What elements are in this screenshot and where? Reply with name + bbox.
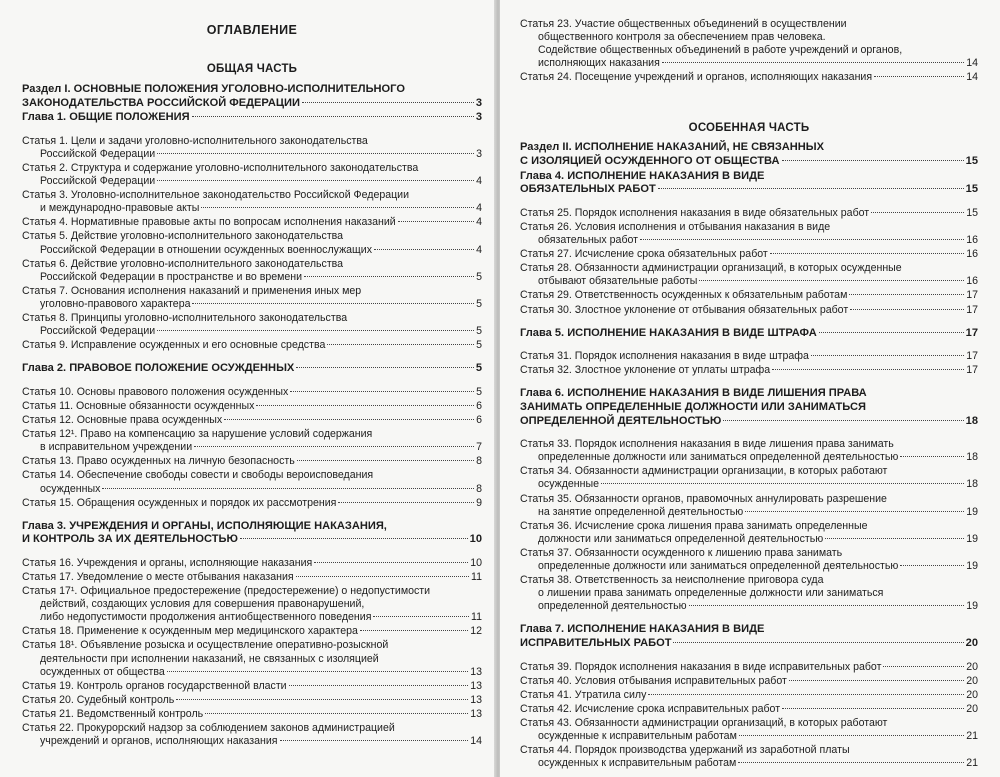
toc-article-entry[interactable] <box>22 414 482 427</box>
dot-leader <box>662 62 964 63</box>
dot-leader <box>373 616 469 617</box>
toc-entry-title: Российской Федерации <box>40 147 156 160</box>
dot-leader <box>640 239 964 240</box>
toc-entry-line: Статья 35. Обязанности органов, правомочных аннулировать разрешение <box>520 492 887 505</box>
toc-entry-title: определенной деятельностью <box>538 600 687 613</box>
toc-article-entry[interactable] <box>22 285 482 311</box>
page-number: 20 <box>966 688 978 701</box>
page-number: 3 <box>475 96 482 109</box>
toc-article-entry[interactable] <box>520 717 978 743</box>
toc-article-entry[interactable] <box>520 262 978 288</box>
dot-leader <box>658 188 964 189</box>
toc-entry-title: осужденных <box>40 482 101 495</box>
toc-list-right-top <box>520 18 978 84</box>
page-number: 5 <box>475 362 482 375</box>
toc-entry-title: Статья 31. Порядок исполнения наказания в виде штрафа <box>520 350 809 363</box>
toc-entry-line: Глава 4. ИСПОЛНЕНИЕ НАКАЗАНИЯ В ВИДЕ <box>520 169 765 182</box>
toc-article-entry[interactable] <box>22 189 482 215</box>
dot-leader <box>290 391 474 392</box>
page-number: 4 <box>476 202 482 215</box>
toc-article-entry[interactable] <box>22 386 482 399</box>
page-number: 18 <box>966 451 978 464</box>
dot-leader <box>289 685 469 686</box>
toc-entry-line: Глава 3. УЧРЕЖДЕНИЯ И ОРГАНЫ, ИСПОЛНЯЮЩИЕ НАКАЗАНИЯ, <box>22 519 387 532</box>
page-number: 16 <box>966 275 978 288</box>
dot-leader <box>398 221 474 222</box>
toc-entry-title: Статья 40. Условия отбывания исправительных работ <box>520 674 787 687</box>
toc-article-entry[interactable] <box>22 258 482 284</box>
dot-leader <box>850 309 964 310</box>
toc-entry-title: Статья 13. Право осужденных на личную безопасность <box>22 455 295 468</box>
toc-entry-title: ЗАКОНОДАТЕЛЬСТВА РОССИЙСКОЙ ФЕДЕРАЦИИ <box>22 96 300 109</box>
toc-article-entry[interactable] <box>22 625 482 638</box>
dot-leader <box>157 153 474 154</box>
toc-entry-title: Статья 9. Исправление осужденных и его основные средства <box>22 339 326 352</box>
toc-entry-title: Статья 21. Ведомственный контроль <box>22 707 204 720</box>
page-number: 5 <box>476 297 482 310</box>
toc-entry-line: деятельности при исполнении наказаний, не связанных с изоляцией <box>40 652 379 665</box>
toc-list-right <box>520 141 978 770</box>
dot-leader <box>302 102 474 103</box>
toc-entry-title: Статья 39. Порядок исполнения наказания в виде исправительных работ <box>520 660 882 673</box>
toc-entry-line: о лишении права занимать определенные должности или заниматься <box>538 587 884 600</box>
toc-entry-line: Раздел II. ИСПОЛНЕНИЕ НАКАЗАНИЙ, НЕ СВЯЗАННЫХ <box>520 141 825 154</box>
toc-entry-title: Статья 17. Уведомление о месте отбывания наказания <box>22 571 294 583</box>
toc-entry-title: Статья 19. Контроль органов государственной власти <box>22 679 287 692</box>
toc-entry-line: Статья 2. Структура и содержание уголовно-исполнительного законодательства <box>22 161 419 174</box>
toc-article-entry[interactable] <box>520 207 978 220</box>
toc-title: ОГЛАВЛЕНИЕ <box>206 23 298 37</box>
toc-article-entry[interactable] <box>520 438 978 464</box>
dot-leader <box>874 76 964 77</box>
toc-entry-title: Статья 42. Исчисление срока исправительных работ <box>520 702 781 715</box>
page-number: 19 <box>966 560 978 572</box>
dot-leader <box>304 276 474 277</box>
dot-leader <box>699 280 964 281</box>
toc-entry-line: Глава 6. ИСПОЛНЕНИЕ НАКАЗАНИЯ В ВИДЕ ЛИШЕНИЯ ПРАВА <box>520 387 867 400</box>
toc-entry-title: ОПРЕДЕЛЕННОЙ ДЕЯТЕЛЬНОСТЬЮ <box>520 414 722 427</box>
page-number: 21 <box>966 757 978 770</box>
toc-article-entry[interactable] <box>22 216 482 229</box>
dot-leader <box>167 671 468 672</box>
page-number: 20 <box>966 674 978 687</box>
toc-article-entry[interactable] <box>520 574 978 613</box>
toc-article-entry[interactable] <box>520 350 978 363</box>
dot-leader <box>157 330 474 331</box>
dot-leader <box>327 344 474 345</box>
toc-entry-line: Статья 7. Основания исполнения наказаний и применения иных мер <box>22 284 362 297</box>
page-number: 13 <box>470 665 482 678</box>
toc-article-entry[interactable] <box>22 135 482 161</box>
toc-entry-title: Глава 5. ИСПОЛНЕНИЕ НАКАЗАНИЯ В ВИДЕ ШТРАФА <box>520 326 817 339</box>
page-number: 5 <box>476 339 482 352</box>
page-number: 13 <box>470 707 482 720</box>
toc-entry-title: исполняющих наказания <box>538 57 660 70</box>
toc-entry-title: Глава 2. ПРАВОВОЕ ПОЛОЖЕНИЕ ОСУЖДЕННЫХ <box>22 362 295 375</box>
page-number: 8 <box>476 482 482 495</box>
dot-leader <box>176 699 468 700</box>
dot-leader <box>297 460 474 461</box>
page-number: 14 <box>966 57 978 70</box>
toc-entry-title: в исправительном учреждении <box>40 441 193 454</box>
page-number: 6 <box>476 399 482 412</box>
toc-entry-title: Статья 16. Учреждения и органы, исполняющие наказания <box>22 556 313 569</box>
toc-article-entry[interactable] <box>22 639 482 678</box>
dot-leader <box>192 303 474 304</box>
toc-article-entry[interactable] <box>520 71 978 84</box>
toc-entry-title: отбывают обязательные работы <box>538 275 698 288</box>
toc-heading-entry[interactable] <box>520 170 978 197</box>
toc-article-entry[interactable] <box>22 469 482 495</box>
toc-entry-line: Глава 7. ИСПОЛНЕНИЕ НАКАЗАНИЯ В ВИДЕ <box>520 623 765 636</box>
dot-leader <box>240 538 468 539</box>
dot-leader <box>296 367 474 368</box>
toc-entry-line: общественного контроля за обеспечением прав человека. <box>538 31 826 44</box>
toc-entry-line: Статья 36. Исчисление срока лишения права занимать определенные <box>520 519 868 532</box>
dot-leader <box>256 405 474 406</box>
toc-heading-entry[interactable] <box>22 83 482 110</box>
page-number: 16 <box>966 248 978 261</box>
toc-entry-title: Статья 32. Злостное уклонение от уплаты штрафа <box>520 364 771 377</box>
toc-entry-title: либо недопустимости продолжения антиобщественного поведения <box>40 611 372 624</box>
page-number: 19 <box>966 532 978 545</box>
toc-entry-title: Статья 20. Судебный контроль <box>22 693 175 706</box>
page-number: 13 <box>470 693 482 706</box>
toc-article-entry[interactable] <box>520 289 978 302</box>
dot-leader <box>314 562 468 563</box>
dot-leader <box>811 355 964 356</box>
page-number: 4 <box>476 175 482 188</box>
toc-entry-title: Статья 10. Основы правового положения осужденных <box>22 385 289 398</box>
toc-article-entry[interactable] <box>22 339 482 352</box>
toc-article-entry[interactable] <box>520 520 978 546</box>
toc-article-entry[interactable] <box>22 428 482 454</box>
page-number: 8 <box>476 455 482 468</box>
toc-article-entry[interactable] <box>520 661 978 674</box>
dot-leader <box>772 369 964 370</box>
toc-heading-entry[interactable] <box>22 111 482 125</box>
toc-entry-line: Статья 17¹. Официальное предостережение (предостережение) о недопустимости <box>22 585 431 598</box>
dot-leader <box>782 160 964 161</box>
page-number: 14 <box>966 71 978 84</box>
dot-leader <box>789 680 964 681</box>
toc-entry-line: Статья 14. Обеспечение свободы совести и свободы вероисповедания <box>22 469 374 482</box>
toc-entry-title: осужденные к исправительным работам <box>538 730 737 743</box>
toc-entry-title: уголовно-правового характера <box>40 297 191 310</box>
toc-entry-line: Статья 18¹. Объявление розыска и осуществление оперативно-розыскной <box>22 639 389 652</box>
toc-entry-line: Статья 6. Действие уголовно-исполнительного законодательства <box>22 257 344 270</box>
dot-leader <box>601 483 964 484</box>
dot-leader <box>819 332 964 333</box>
toc-entry-line: Статья 44. Порядок производства удержаний из заработной платы <box>520 744 850 757</box>
toc-heading-entry[interactable] <box>520 141 978 168</box>
toc-article-entry[interactable] <box>22 722 482 748</box>
toc-entry-title: на занятие определенной деятельностью <box>538 505 744 518</box>
toc-article-entry[interactable] <box>520 744 978 770</box>
page-number: 11 <box>471 571 482 583</box>
toc-article-entry[interactable] <box>520 221 978 247</box>
page-number: 14 <box>470 735 482 748</box>
dot-leader <box>723 420 963 421</box>
toc-entry-title: Статья 15. Обращения осужденных и порядок их рассмотрения <box>22 496 337 509</box>
toc-entry-title: Российской Федерации <box>40 175 156 188</box>
dot-leader <box>782 708 964 709</box>
dot-leader <box>205 713 468 714</box>
toc-entry-title: Российской Федерации <box>40 325 156 338</box>
toc-entry-title: Российской Федерации в пространстве и во времени <box>40 270 303 283</box>
dot-leader <box>739 735 964 736</box>
dot-leader <box>157 180 474 181</box>
toc-entry-title: ИСПРАВИТЕЛЬНЫХ РАБОТ <box>520 636 672 649</box>
toc-article-entry[interactable] <box>520 689 978 702</box>
toc-heading-entry[interactable] <box>520 387 978 428</box>
page-number: 17 <box>966 303 978 316</box>
page-number: 17 <box>966 350 978 363</box>
toc-entry-line: Статья 22. Прокурорский надзор за соблюдением законов администрацией <box>22 722 395 735</box>
page-number: 5 <box>476 385 482 398</box>
toc-entry-title: Статья 12. Основные права осужденных <box>22 414 223 427</box>
page-number: 3 <box>475 111 482 124</box>
page-number: 15 <box>965 155 978 168</box>
toc-article-entry[interactable] <box>520 364 978 377</box>
page-number: 19 <box>966 600 978 613</box>
toc-entry-title: С ИЗОЛЯЦИЕЙ ОСУЖДЕННОГО ОТ ОБЩЕСТВА <box>520 155 780 168</box>
toc-article-entry[interactable] <box>520 304 978 317</box>
part-title-special: ОСОБЕННАЯ ЧАСТЬ <box>688 122 810 135</box>
page-number: 19 <box>966 505 978 518</box>
dot-leader <box>102 488 474 489</box>
toc-list-left <box>22 83 482 748</box>
toc-article-entry[interactable] <box>520 248 978 261</box>
toc-article-entry[interactable] <box>22 708 482 721</box>
toc-entry-title: должности или заниматься определенной деятельностью <box>538 532 824 545</box>
toc-entry-line: Статья 26. Условия исполнения и отбывания наказания в виде <box>520 220 831 233</box>
page-number: 4 <box>476 216 482 229</box>
toc-entry-line: Статья 43. Обязанности администрации организаций, в которых работают <box>520 716 888 729</box>
toc-article-entry[interactable] <box>22 400 482 413</box>
page-number: 17 <box>965 326 978 339</box>
toc-entry-title: Статья 30. Злостное уклонение от отбывания обязательных работ <box>520 303 849 316</box>
page-number: 5 <box>476 270 482 283</box>
page-number: 7 <box>476 441 482 454</box>
toc-entry-line: Статья 34. Обязанности администрации организации, в которых работают <box>520 465 888 478</box>
dot-leader <box>194 446 474 447</box>
page-number: 18 <box>965 414 978 427</box>
toc-entry-title: и международно-правовые акты <box>40 202 200 215</box>
dot-leader <box>738 762 964 763</box>
toc-entry-title: ОБЯЗАТЕЛЬНЫХ РАБОТ <box>520 183 656 196</box>
page-number: 15 <box>965 183 978 196</box>
toc-entry-title: обязательных работ <box>538 234 639 247</box>
toc-entry-line: действий, создающих условия для совершения правонарушений, <box>40 598 365 611</box>
toc-entry-title: определенные должности или заниматься определенной деятельностью <box>538 560 899 572</box>
page-number: 5 <box>476 325 482 338</box>
toc-article-entry[interactable] <box>22 557 482 570</box>
toc-article-entry[interactable] <box>22 312 482 338</box>
toc-entry-title: Статья 29. Ответственность осужденных к обязательным работам <box>520 289 848 302</box>
dot-leader <box>849 294 964 295</box>
toc-entry-title: осужденных от общества <box>40 665 165 678</box>
toc-entry-line: Статья 3. Уголовно-исполнительное законодательство Российской Федерации <box>22 189 410 202</box>
dot-leader <box>673 642 963 643</box>
dot-leader <box>689 605 965 606</box>
toc-article-entry[interactable] <box>22 230 482 256</box>
page-number: 6 <box>476 414 482 427</box>
page-number: 17 <box>966 364 978 377</box>
page-number: 20 <box>966 660 978 673</box>
dot-leader <box>360 630 468 631</box>
dot-leader <box>900 565 964 566</box>
toc-entry-title: Статья 11. Основные обязанности осужденных <box>22 399 255 412</box>
toc-article-entry[interactable] <box>520 18 978 70</box>
page-number: 13 <box>470 679 482 692</box>
dot-leader <box>201 207 474 208</box>
dot-leader <box>374 249 474 250</box>
page-number: 4 <box>476 243 482 256</box>
dot-leader <box>648 694 964 695</box>
page-number: 20 <box>965 636 978 649</box>
toc-entry-line: Статья 12¹. Право на компенсацию за нарушение условий содержания <box>22 428 373 441</box>
right-page <box>500 0 1000 777</box>
toc-heading-entry[interactable] <box>22 362 482 376</box>
toc-entry-line: Статья 38. Ответственность за неисполнение приговора суда <box>520 574 824 587</box>
toc-entry-title: Статья 41. Утратила силу <box>520 688 647 701</box>
toc-entry-title: Статья 25. Порядок исполнения наказания в виде обязательных работ <box>520 206 870 219</box>
dot-leader <box>871 212 964 213</box>
toc-entry-title: Глава 1. ОБЩИЕ ПОЛОЖЕНИЯ <box>22 111 190 124</box>
toc-entry-title: Статья 24. Посещение учреждений и органов, исполняющих наказания <box>520 71 873 84</box>
toc-heading-entry[interactable] <box>520 327 978 341</box>
toc-entry-title: И КОНТРОЛЬ ЗА ИХ ДЕЯТЕЛЬНОСТЬЮ <box>22 533 238 546</box>
toc-article-entry[interactable] <box>22 680 482 693</box>
toc-entry-title: Статья 4. Нормативные правовые акты по вопросам исполнения наказаний <box>22 216 396 229</box>
page-number: 21 <box>966 730 978 743</box>
page-number: 10 <box>469 533 482 546</box>
toc-article-entry[interactable] <box>520 465 978 491</box>
dot-leader <box>900 456 964 457</box>
page-number: 16 <box>966 234 978 247</box>
toc-entry-title: Российской Федерации в отношении осужденных военнослужащих <box>40 243 372 256</box>
toc-entry-line: Статья 23. Участие общественных объединений в осуществлении <box>520 18 847 30</box>
dot-leader <box>883 666 964 667</box>
page-number: 11 <box>471 611 482 624</box>
toc-article-entry[interactable] <box>22 571 482 584</box>
toc-article-entry[interactable] <box>520 547 978 573</box>
dot-leader <box>825 538 964 539</box>
dot-leader <box>192 116 474 117</box>
toc-heading-entry[interactable] <box>520 623 978 650</box>
page-number: 9 <box>476 496 482 509</box>
toc-entry-line: Статья 37. Обязанности осужденного к лишению права занимать <box>520 546 843 559</box>
toc-entry-title: Статья 18. Применение к осужденным мер медицинского характера <box>22 625 358 638</box>
toc-article-entry[interactable] <box>520 493 978 519</box>
dot-leader <box>224 419 474 420</box>
toc-article-entry[interactable] <box>22 694 482 707</box>
page-number: 15 <box>966 206 978 219</box>
toc-entry-line: Содействие общественных объединений в работе учреждений и органов, <box>538 44 903 57</box>
toc-article-entry[interactable] <box>22 162 482 188</box>
dot-leader <box>296 576 469 577</box>
page-number: 18 <box>966 478 978 491</box>
toc-entry-line: Статья 33. Порядок исполнения наказания в виде лишения права занимать <box>520 438 894 451</box>
toc-article-entry[interactable] <box>520 703 978 716</box>
dot-leader <box>745 511 964 512</box>
toc-article-entry[interactable] <box>22 585 482 624</box>
dot-leader <box>280 740 469 741</box>
toc-entry-title: определенные должности или заниматься определенной деятельностью <box>538 451 899 464</box>
page-number: 20 <box>966 702 978 715</box>
toc-entry-line: Статья 28. Обязанности администрации организаций, в которых осужденные <box>520 262 902 275</box>
page-number: 10 <box>470 556 482 569</box>
toc-entry-title: осужденных к исправительным работам <box>538 757 737 770</box>
toc-entry-title: осужденные <box>538 478 599 491</box>
toc-entry-line: Статья 8. Принципы уголовно-исполнительного законодательства <box>22 312 348 324</box>
page-number: 17 <box>966 289 978 302</box>
toc-entry-title: Статья 27. Исчисление срока обязательных работ <box>520 248 768 261</box>
dot-leader <box>338 502 474 503</box>
toc-entry-line: ЗАНИМАТЬ ОПРЕДЕЛЕННЫЕ ДОЛЖНОСТИ ИЛИ ЗАНИМАТЬСЯ <box>520 400 866 413</box>
dot-leader <box>770 253 964 254</box>
page-number: 12 <box>470 625 482 638</box>
toc-entry-line: Статья 5. Действие уголовно-исполнительного законодательства <box>22 230 344 243</box>
left-page <box>0 0 496 777</box>
toc-article-entry[interactable] <box>22 455 482 468</box>
toc-heading-entry[interactable] <box>22 520 482 547</box>
toc-entry-line: Раздел I. ОСНОВНЫЕ ПОЛОЖЕНИЯ УГОЛОВНО-ИСПОЛНИТЕЛЬНОГО <box>22 83 405 95</box>
page-number: 3 <box>476 147 482 160</box>
part-title-general: ОБЩАЯ ЧАСТЬ <box>206 63 298 75</box>
toc-entry-line: Статья 1. Цели и задачи уголовно-исполнительного законодательства <box>22 134 368 147</box>
toc-entry-title: учреждений и органов, исполняющих наказания <box>40 735 278 748</box>
toc-article-entry[interactable] <box>22 497 482 510</box>
toc-article-entry[interactable] <box>520 675 978 688</box>
